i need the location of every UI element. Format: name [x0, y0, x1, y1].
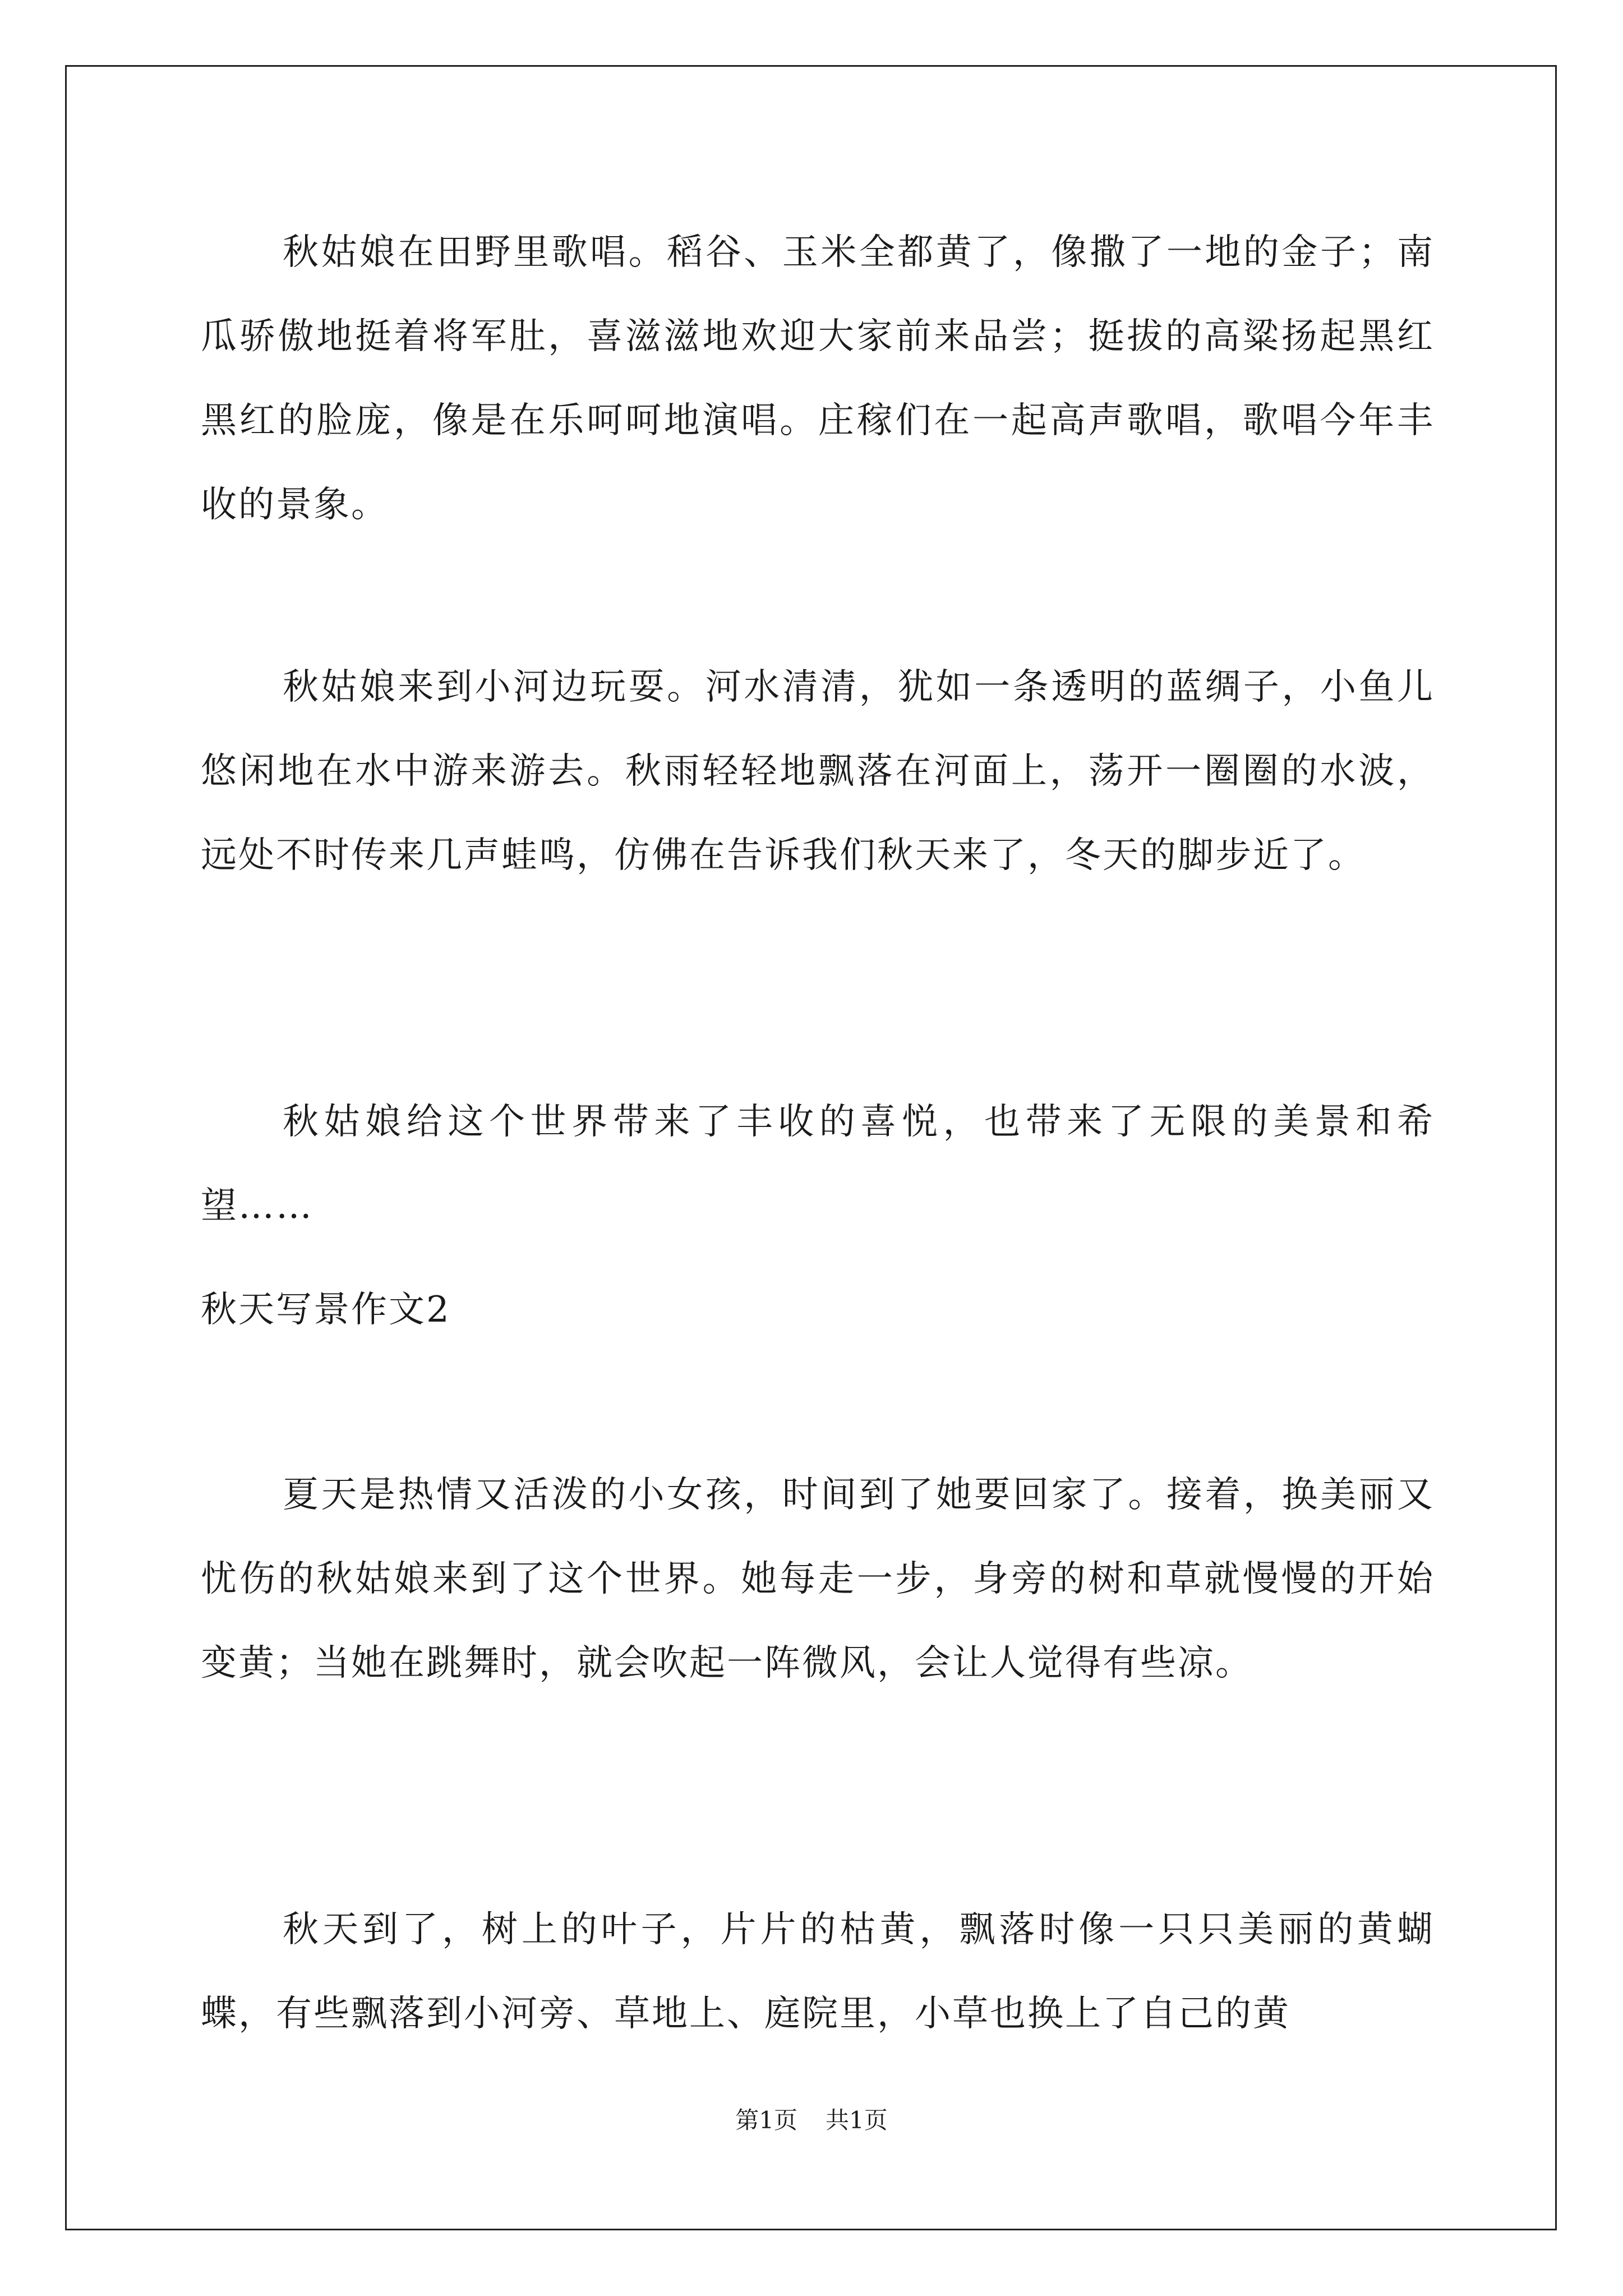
page-number: 第1页: [735, 2106, 797, 2134]
paragraph-4: 夏天是热情又活泼的小女孩，时间到了她要回家了。接着，换美丽又忧伤的秋姑娘来到了这个世界。她每走一步，身旁的树和草就慢慢的开始变黄；当她在跳舞时，就会吹起一阵微风，会让人觉得有些凉。: [201, 1474, 1435, 1684]
section-heading: 秋天写景作文2: [201, 1289, 451, 1331]
page-footer: [0, 2104, 1623, 2137]
paragraph-5: 秋天到了，树上的叶子，片片的枯黄，飘落时像一只只美丽的黄蝴蝶，有些飘落到小河旁、草地上、庭院里，小草也换上了自己的黄: [201, 1909, 1435, 2035]
paragraph-3: 秋姑娘给这个世界带来了丰收的喜悦，也带来了无限的美景和希望……: [201, 1101, 1435, 1227]
page-total: 共1页: [826, 2106, 888, 2134]
paragraph-1: 秋姑娘在田野里歌唱。稻谷、玉米全都黄了，像撒了一地的金子；南瓜骄傲地挺着将军肚，喜滋滋地欢迎大家前来品尝；挺拔的高粱扬起黑红黑红的脸庞，像是在乐呵呵地演唱。庄稼们在一起高声歌唱，歌唱今年丰收的景象。: [201, 232, 1435, 526]
paragraph-2: 秋姑娘来到小河边玩耍。河水清清，犹如一条透明的蓝绸子，小鱼儿悠闲地在水中游来游去。秋雨轻轻地飘落在河面上，荡开一圈圈的水波，远处不时传来几声蛙鸣，仿佛在告诉我们秋天来了，冬天的脚步近了。: [201, 666, 1435, 876]
